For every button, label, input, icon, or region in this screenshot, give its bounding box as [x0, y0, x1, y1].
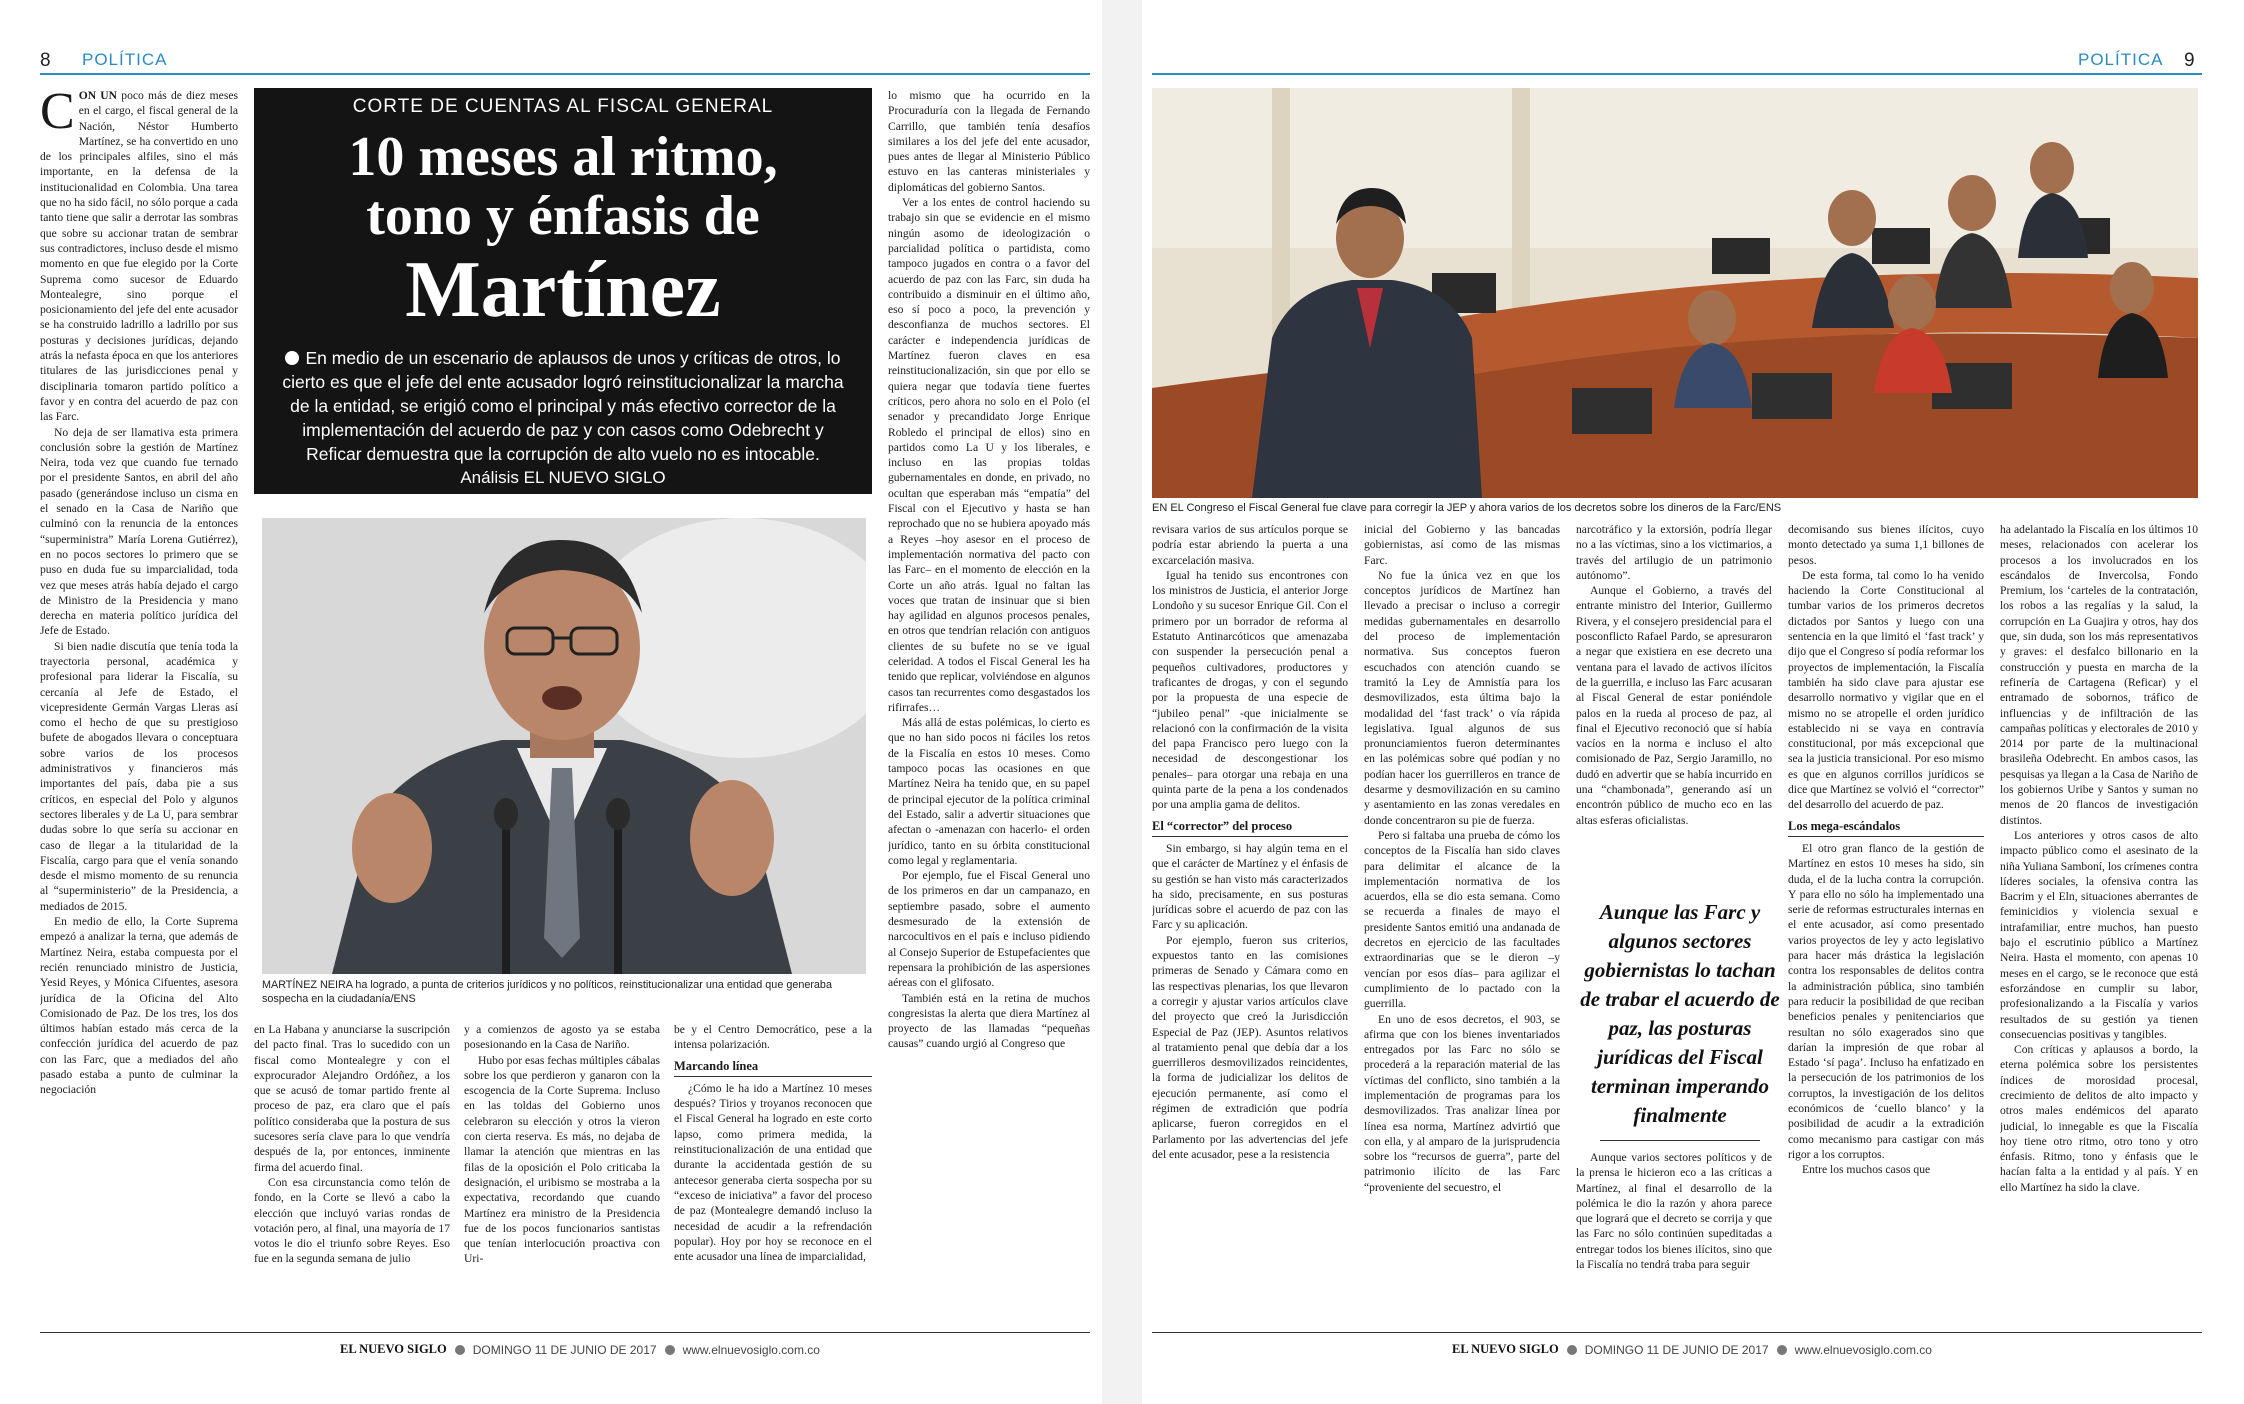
footer-bullet-icon [1567, 1345, 1577, 1355]
article-column-5 [888, 88, 1090, 1324]
footer-url: www.elnuevosiglo.com.co [1794, 1342, 1932, 1357]
body-paragraph: Ver a los entes de control haciendo su trabajo sin que se evidencie en el mismo ningún asomo de ideologización o parcialidad política o partidista, como tampoco jugados en contra o a favor del acuerdo de paz con las Farc, sin duda ha contribuido a disminuir en el último año, eso sí poco a poco, la prevención y desconfianza de muchos sectores. El carácter e independencia jurídicas de Martínez fueron claves en esa reinstitucionalización, sin que por ello se quiera negar que todavía tiene fuertes críticos, pero ahora no solo en el Polo (el senador y precandidato Jorge Enrique Robledo el principal de ellos) sino en partidos como La U y los liberales, e incluso en las propias toldas gubernamentales en donde, en privado, no ocultan que esperaban más “empatía” del Fiscal con el Ejecutivo y hasta se han reprochado que no se hubiera apoyado más a Reyes –hoy asesor en el proceso de implementación normativa del pacto con las Farc– en el momento de elección en la Corte un año atrás. Igual no faltan las voces que tratan de insinuar que si bien hay agilidad en algunos procesos penales, en otros que tendrían relación con antiguos clientes de su bufete no se ve igual celeridad. A todos el Fiscal General les ha tenido que replicar, volviéndose en algunos casos tan recurrentes como desgastados los rifirrafes… [888, 196, 1090, 714]
body-paragraph: Por ejemplo, fue el Fiscal General uno de los primeros en dar un campanazo, en septiembre pasado, sobre el aumento desmesurado de la extensión de narcocultivos en el país e incluso pidiendo al Consejo Superior de Estupefacientes que repensara la prohibición de las aspersiones aéreas con el glifosato. [888, 869, 1090, 990]
body-paragraph: ¿Cómo le ha ido a Martínez 10 meses después? Tirios y troyanos reconocen que el Fiscal General ha logrado en este corto lapso, como primera medida, la reinstitucionalización de una entidad que durante la accidentada gestión de su antecesor generaba cierta sospecha por su “exceso de iniciativa” a favor del proceso de paz (Montealegre demandó incluso la necesidad de acudir a la refrendación popular). Hoy por hoy se reconoce en el ente acusador una línea de imparcialidad, [674, 1081, 872, 1264]
subheading: Marcando línea [674, 1059, 872, 1077]
congress-illustration [1152, 88, 2198, 498]
section-label: POLÍTICA [2078, 50, 2164, 69]
body-paragraph: Igual ha tenido sus encontrones con los ministros de Justicia, el anterior Jorge Londoño y su sucesor Enrique Gil. Con el primero por un borrador de reforma al Estatuto Antinarcóticos que amenazaba con suspender la persecución penal a pequeños cultivadores, productores y traficantes de drogas, y con el segundo por la propuesta de una especie de “jubileo penal” -que inicialmente se relacionó con la confirmación de la visita del papa Francisco pero luego con la necesidad de descongestionar los penales– para otorgar una rebaja en una quinta parte de la pena a los condenados por una amplia gama de delitos. [1152, 568, 1348, 812]
footer-date: DOMINGO 11 DE JUNIO DE 2017 [472, 1342, 657, 1357]
left-page [0, 0, 1102, 1404]
body-paragraph: Más allá de estas polémicas, lo cierto es que no han sido pocos ni fáciles los retos de la Fiscalía en estos 10 meses. Como tampoco pocas las ocasiones en que Martínez Neira ha tenido que, en su papel de principal ejecutor de la política criminal del Estado, salir a advertir situaciones que afectan o -amenazan con hacerlo- el orden jurídico, tanto en su órbita constitucional como legal y reglamentaria. [888, 716, 1090, 867]
body-paragraph: Pero si faltaba una prueba de cómo los conceptos de la Fiscalía han sido claves para delimitar el alcance de la implementación normativa de los acuerdos, ella se dio esta semana. Como se recuerda a finales de mayo el presidente Santos emitió una andanada de decretos en ejercicio de las facultades extraordinarias que se le dieron –y vencían por esos días– para agilizar el cumplimiento de lo pactado con la guerrilla. [1364, 828, 1560, 1011]
subheading: El “corrector” del proceso [1152, 819, 1348, 837]
page-gutter [1102, 0, 1142, 1404]
body-paragraph: decomisando sus bienes ilícitos, cuyo monto detectado ya suma 1,1 billones de pesos. [1788, 523, 1984, 567]
body-paragraph: Si bien nadie discutía que tenía toda la trayectoria personal, académica y profesional para liderar la Fiscalía, su cercanía al Jefe de Estado, el vicepresidente Germán Vargas Lleras así como el hecho de que su prestigioso bufete de abogados llevara o conceptuara sobre varios de los procesos administrativos y financieros más importantes del país, daba pie a sus críticos, en especial del Polo y algunos sectores liberales y de La U, para sembrar dudas sobre lo que sería su accionar en caso de llegar a la titularidad de la Fiscalía, cargo para que el venía sonando desde el mismo momento de su renuncia al “superministerio” de la Presidencia, a mediados de 2015. [40, 639, 238, 913]
photo-caption: EN EL Congreso el Fiscal General fue clave para corregir la JEP y ahora varios de los decretos sobre los dineros de la Farc/ENS [1152, 502, 1782, 514]
pull-quote-rule [1600, 1140, 1760, 1141]
footer-brand: EL NUEVO SIGLO [1452, 1342, 1559, 1356]
headline [254, 128, 872, 332]
article-column-4 [1788, 522, 1984, 1324]
article-column-1 [40, 88, 238, 1324]
photo-caption: MARTÍNEZ NEIRA ha logrado, a punta de criterios jurídicos y no políticos, reinstitucionalizar una entidad que generaba sospecha en la ciudadanía/ENS [262, 979, 832, 1005]
headline-line-3: Martínez [405, 245, 721, 334]
body-paragraph: Aunque varios sectores políticos y de la prensa le hicieron eco a las críticas a Martínez, al final el desarrollo de la polémica le dio la razón y ahora parece que logrará que el decreto se corrija y que las Farc no sólo continúen supeditadas a entregar todos los bienes ilícitos, sino que la Fiscalía no tendrá traba para seguir [1576, 1151, 1772, 1272]
article-column-2 [254, 1022, 450, 1324]
body-paragraph: Sin embargo, si hay algún tema en el que el carácter de Martínez y el énfasis de su gestión se han visto más caracterizados ha sido, precisamente, en sus posturas jurídicas sobre el acuerdo de paz con las Farc y su aplicación. [1152, 841, 1348, 932]
body-paragraph: Con esa circunstancia como telón de fondo, en la Corte se llevó a cabo la elección que incluyó varias rondas de votación pero, al final, una mayoría de 17 votos le dio el triunfo sobre Reyes. Eso fue en la segunda semana de julio [254, 1175, 450, 1266]
pull-quote: Aunque las Farc y algunos sectores gobiernistas lo tachan de trabar el acuerdo de paz, las posturas jurídicas del Fiscal terminan imperando finalmente [1580, 900, 1780, 1127]
body-paragraph: be y el Centro Democrático, pese a la intensa polarización. [674, 1023, 872, 1052]
body-paragraph: En uno de esos decretos, el 903, se afirma que con los bienes inventariados entregados por las Farc no sólo se procederá a la reparación material de las víctimas del conflicto, sino también a la implementación de programas para los desmovilizados. Tras analizar línea por línea esa norma, Martínez advirtió que con ella, y al amparo de la jurisprudencia sobre los “recursos de guerra”, parte del patrimonio ilícito de las Farc “proveniente del secuestro, el [1364, 1012, 1560, 1194]
article-column-1 [1152, 522, 1348, 1324]
page-footer [1452, 1342, 1932, 1357]
body-paragraph: narcotráfico y la extorsión, podría llegar no a las víctimas, sino a los victimarios, a través del artilugio de un patrimonio autónomo”. [1576, 523, 1772, 582]
footer-url: www.elnuevosiglo.com.co [682, 1342, 820, 1357]
page-number: 9 [2184, 50, 2195, 71]
body-paragraph: ha adelantado la Fiscalía en los últimos 10 meses, relacionados con acelerar los procesos a los involucrados en los escándalos de Invercolsa, Fondo Premium, los ‘carteles de la contratación, los robos a las regalías y la salud, la corrupción en La Guajira y otros, hay dos que, sin duda, son los más representativos y graves: el desfalco billonario en la construcción y puesta en marcha de la refinería de Cartagena (Reficar) y el entramado de sobornos, tráfico de influencias y de infiltración de las campañas políticas y electorales de 2010 y 2014 por parte de la multinacional brasileña Odebrecht. En ambos casos, las pesquisas ya llegan a la Casa de Nariño de los gobiernos Uribe y Santos y suman no menos de 20 flancos de investigación distintos. [2000, 523, 2198, 827]
body-paragraph: revisara varios de sus artículos porque se podría estar abriendo la puerta a una excarcelación masiva. [1152, 523, 1348, 567]
article-column-5 [2000, 522, 2198, 1324]
kicker: CORTE DE CUENTAS AL FISCAL GENERAL [352, 96, 774, 117]
body-paragraph: en La Habana y anunciarse la suscripción del pacto final. Tras lo sucedido con un fiscal como Montealegre y con el exprocurador Alejandro Ordóñez, a los que se acusó de tomar partido frente al proceso de paz, era claro que el país político consideraba que la postura de sus sucesores sería clave para lo que vendría después de la, por entonces, inminente firma del acuerdo final. [254, 1023, 450, 1174]
body-paragraph: Por ejemplo, fueron sus criterios, expuestos tanto en las comisiones primeras de Senado y Cámara como en las respectivas plenarias, los que llevaron a corregir y ajustar varios artículos clave del proyecto que creó la Jurisdicción Especial de Paz (JEP). Asuntos relativos al tratamiento penal que debía dar a los guerrilleros desmovilizados reincidentes, la forma de judicializar los delitos de ejecución permanente, así como el régimen de extradición que podría aplicarse, fueron corregidos en el Parlamento por las advertencias del jefe del ente acusador, pese a la resistencia [1152, 933, 1348, 1161]
body-paragraph: De esta forma, tal como lo ha venido haciendo la Corte Constitucional al tumbar varios de los primeros decretos dictados por Santos y luego con una sentencia en la que limitó el ‘fast track’ y dijo que el Congreso sí podía reformar los proyectos de implementación, la Fiscalía también ha sido clave para ajustar ese desarrollo normativo y vigilar que en el mismo no se atropelle el orden jurídico establecido ni se vaya en contravía constitucional, por más excepcional que sea la justicia transicional. Por eso mismo es que en algunos corrillos jurídicos se dice que Martínez se volvió el “corrector” del desarrollo del acuerdo de paz. [1788, 568, 1984, 812]
body-paragraph: El otro gran flanco de la gestión de Martínez en estos 10 meses ha sido, sin duda, el de la lucha contra la corrupción. Y para ello no sólo ha implementado una serie de reformas estructurales internas en el ente acusador, así como presentado varios proyectos de ley y acto legislativo para hacer más drástica la legislación contra los responsables de delitos contra la administración pública, sino también para reducir la posibilidad de que reciban beneficios penales y penitenciarios que resultan no sólo exagerados sino que darían la impresión de que robar al Estado ‘sí paga’. Incluso ha enfatizado en la persecución de los patrimonios de los corruptos, la investigación de los delitos económicos de ‘cuello blanco’ y la posibilidad de acudir a la extradición como mecanismo para castigar con más rigor a los corruptos. [1788, 841, 1984, 1161]
body-text: poco más de diez meses en el cargo, el fiscal general de la Nación, Néstor Humberto Martínez, se ha convertido en uno de los principales alfiles, sino el más importante, en la defensa de la institucionalidad en Colombia. Una tarea que no ha sido fácil, no sólo porque a cada tanto tiene que salir a derrotar las sombras que sobre su accionar tratan de sembrar sus contradictores, incluso desde el mismo momento en que fue elegido por la Corte Suprema como sucesor de Eduardo Montealegre, sino porque el posicionamiento del jefe del ente acusador se ha construido ladrillo a ladrillo por sus posturas y decisiones jurídicas, dejando atrás la nefasta época en que los anteriores titulares de las jurisdicciones penal y disciplinaria tomaron partido político a favor y en contra del acuerdo de paz con las Farc. [40, 89, 238, 424]
page-footer [340, 1342, 820, 1357]
deck [276, 346, 850, 466]
footer-brand: EL NUEVO SIGLO [340, 1342, 447, 1356]
body-paragraph: En medio de ello, la Corte Suprema empezó a analizar la terna, que además de Martínez Neira, estaba compuesta por el recién renunciado ministro de Justicia, Yesid Reyes, y Mónica Cifuentes, asesora jurídica de la Oficina del Alto Comisionado de Paz. De los tres, los dos últimos habían estado más cerca de la confección jurídica del acuerdo de paz con las Farc, que a mediados del año pasado estaba a punto de culminar la negociación [40, 915, 238, 1097]
byline: Análisis EL NUEVO SIGLO [460, 467, 666, 487]
body-paragraph: Hubo por esas fechas múltiples cábalas sobre los que perdieron y ganaron con la escogencia de la Corte Suprema. Incluso en las toldas del Gobierno unos celebraron su elección y otros la vieron con cierta reserva. Es más, no dejaba de llamar la atención que mientras en las filas de la oposición el Polo criticaba la designación, el uribismo se mostraba a la expectativa, recordando que cuando Martínez era ministro de la Presidencia fue de los pocos funcionarios santistas que tenían interlocución proactiva con Uri- [464, 1053, 660, 1266]
body-paragraph: Los anteriores y otros casos de alto impacto público como el asesinato de la niña Yuliana Samboní, los crímenes contra líderes sociales, la ofensiva contra las Bacrim y el Eln, situaciones aberrantes de feminicidios y violencia sexual e intrafamiliar, entre muchos, han puesto bajo el escrutinio público a Martínez Neira. Hasta el momento, con apenas 10 meses en el cargo, se le reconoce que está esforzándose en cumplir su labor, profesionalizando a la Fiscalía y varios resultados de su gestión ya tienen consecuencias positivas y tangibles. [2000, 828, 2198, 1041]
footer-rule [40, 1332, 1090, 1333]
section-rule [40, 73, 1090, 75]
article-column-3 [1576, 522, 1772, 892]
section-label: POLÍTICA [82, 50, 168, 69]
section-rule [1152, 73, 2202, 75]
article-column-3-continued [1576, 1150, 1772, 1324]
article-column-2 [1364, 522, 1560, 1324]
footer-bullet-icon [1777, 1345, 1787, 1355]
congress-photo [1152, 88, 2198, 498]
footer-bullet-icon [455, 1345, 465, 1355]
portrait-photo [262, 518, 866, 974]
article-column-3 [464, 1022, 660, 1324]
body-paragraph: Aunque el Gobierno, a través del entrante ministro del Interior, Guillermo Rivera, y el consejero presidencial para el posconflicto Rafael Pardo, se apresuraron a negar que existiera en ese decreto una ventana para el lavado de activos ilícitos de la guerrilla, e incluso las Farc acusaran al Fiscal General de estar poniéndole palos en la rueda al proceso de paz, al final el Ejecutivo reconoció que sí había vacíos en la norma e incluso el alto comisionado de Paz, Sergio Jaramillo, no dudó en advertir que se había incurrido en una “chambonada”, generando así un encontrón público de mucho eco en las altas esferas oficialistas. [1576, 584, 1772, 827]
portrait-illustration [262, 518, 866, 974]
subheading: Los mega-escándalos [1788, 819, 1984, 837]
drop-cap: C [40, 88, 75, 140]
article-column-4 [674, 1022, 872, 1324]
body-paragraph: inicial del Gobierno y las bancadas gobiernistas, así como de las mismas Farc. [1364, 523, 1560, 567]
headline-box [254, 88, 872, 494]
headline-line-1: 10 meses al ritmo, [348, 126, 778, 188]
page-number: 8 [40, 50, 51, 71]
footer-rule [1152, 1332, 2202, 1333]
body-paragraph: y a comienzos de agosto ya se estaba posesionando en la Casa de Nariño. [464, 1023, 660, 1052]
footer-date: DOMINGO 11 DE JUNIO DE 2017 [1584, 1342, 1769, 1357]
body-paragraph: No deja de ser llamativa esta primera conclusión sobre la gestión de Martínez Neira, toda vez que cuando fue ternado por el presidente Santos, en abril del año pasado (generándose incluso un cisma en el senado en la Casa de Nariño que culminó con la renuncia de la entonces “superministra” María Lorena Gutiérrez), en no pocos sectores lo primero que se puso en duda fue su imparcialidad, toda vez que meses atrás había dejado el cargo de Ministro de la Presidencia y mano derecha en materia político jurídica del Jefe de Estado. [40, 425, 238, 638]
bullet-icon [285, 351, 299, 365]
headline-line-2: tono y énfasis de [366, 184, 760, 247]
body-paragraph: Con críticas y aplausos a bordo, la eterna polémica sobre los persistentes índices de morosidad procesal, crecimiento de delitos de alto impacto y otros males endémicos del aparato judicial, lo innegable es que la Fiscalía hoy tiene otro ritmo, otro tono y otro énfasis. Ritmo, tono y énfasis que le hacían falta a la entidad y al país. Y en ello Martínez ha sido la clave. [2000, 1043, 2198, 1194]
body-paragraph: lo mismo que ha ocurrido en la Procuraduría con la llegada de Fernando Carrillo, que también tenía desafíos similares a los del jefe del ente acusador, pues antes de llegar al Ministerio Público estuvo en las canteras ministeriales y diplomáticas del gobierno Santos. [888, 89, 1090, 194]
body-paragraph: También está en la retina de muchos congresistas la alerta que diera Martínez al proyecto de las llamadas “pequeñas causas” cuando urgió al Congreso que [888, 991, 1090, 1051]
deck-text: En medio de un escenario de aplausos de unos y críticas de otros, lo cierto es que el jefe del ente acusador logró reinstitucionalizar la marcha de la entidad, se erigió como el principal y más efectivo corrector de la implementación del acuerdo de paz y con casos como Odebrecht y Reficar demuestra que la corrupción de alto vuelo no es intocable. [282, 347, 844, 464]
body-paragraph: No fue la única vez en que los conceptos jurídicos de Martínez han llevado a precisar o incluso a corregir medidas gubernamentales en desarrollo del proceso de implementación normativa. Sus conceptos fueron escuchados con atención cuando se tramitó la Ley de Amnistía para los desmovilizados, esta última bajo la modalidad del ‘fast track’ o vía rápida legislativa. Igual algunos de sus pronunciamientos fueron determinantes en las polémicas sobre qué podían y no podían hacer los guerrilleros en trance de desarme y desmovilización en su camino y asentamiento en las zonas veredales en donde concentraron su pie de fuerza. [1364, 568, 1560, 827]
body-paragraph: Entre los muchos casos que [1802, 1163, 1931, 1177]
footer-bullet-icon [665, 1345, 675, 1355]
lead-words: ON UN [78, 89, 118, 102]
